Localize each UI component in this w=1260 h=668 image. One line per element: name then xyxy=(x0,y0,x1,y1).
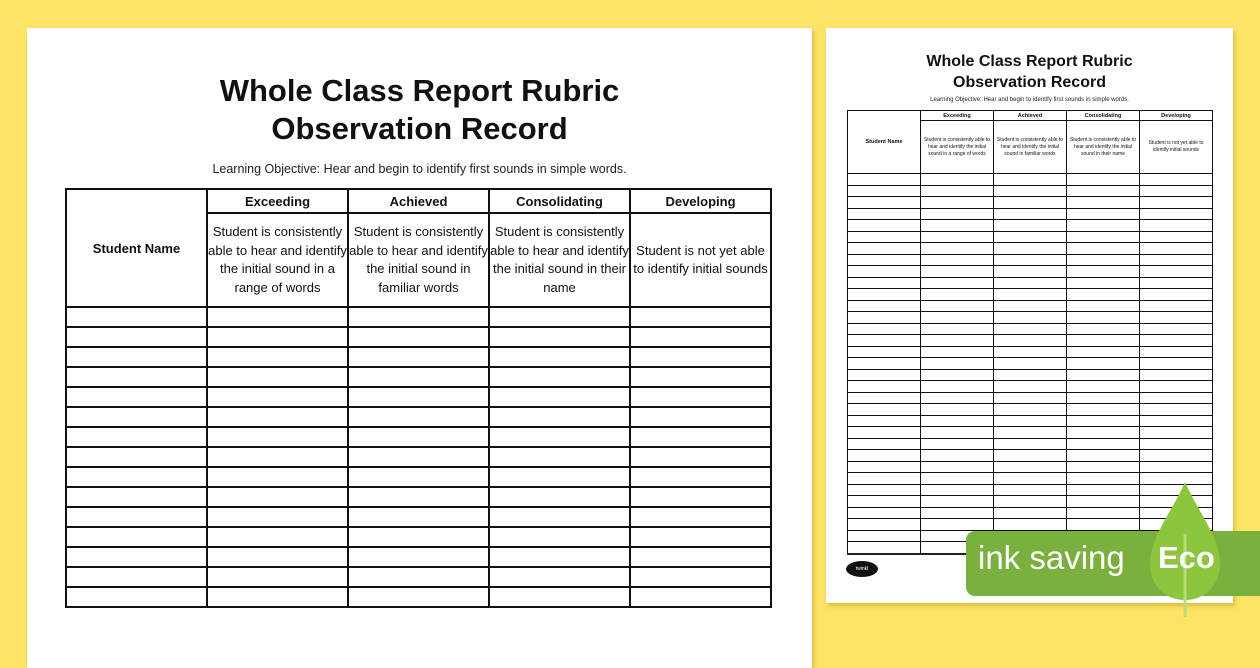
table-cell xyxy=(921,507,994,519)
table-row xyxy=(66,307,771,327)
table-cell xyxy=(66,407,207,427)
table-cell xyxy=(1140,438,1213,450)
table-row xyxy=(848,312,1213,324)
table-cell xyxy=(630,587,771,607)
table-cell xyxy=(994,335,1067,347)
table-cell xyxy=(921,289,994,301)
table-cell xyxy=(66,507,207,527)
table-cell xyxy=(1067,174,1140,186)
table-cell xyxy=(921,220,994,232)
table-cell xyxy=(1067,358,1140,370)
table-cell xyxy=(348,307,489,327)
table-cell xyxy=(994,415,1067,427)
table-cell xyxy=(848,415,921,427)
table-cell xyxy=(489,427,630,447)
table-cell xyxy=(848,197,921,209)
table-cell xyxy=(848,312,921,324)
table-cell xyxy=(848,507,921,519)
table-cell xyxy=(207,587,348,607)
table-cell xyxy=(66,427,207,447)
learning-objective: Learning Objective: Hear and begin to identify first sounds in simple words. xyxy=(212,162,627,176)
table-cell xyxy=(630,327,771,347)
table-cell xyxy=(994,519,1067,531)
table-cell xyxy=(994,208,1067,220)
table-cell xyxy=(994,266,1067,278)
table-cell xyxy=(921,277,994,289)
table-cell xyxy=(921,208,994,220)
table-cell xyxy=(630,347,771,367)
table-cell xyxy=(348,427,489,447)
table-row xyxy=(66,447,771,467)
table-cell xyxy=(66,587,207,607)
table-cell xyxy=(921,473,994,485)
table-cell xyxy=(1140,369,1213,381)
table-cell xyxy=(848,174,921,186)
table-cell xyxy=(1067,427,1140,439)
table-cell xyxy=(921,484,994,496)
table-cell xyxy=(348,567,489,587)
table-cell xyxy=(66,327,207,347)
table-cell xyxy=(921,231,994,243)
table-cell xyxy=(207,407,348,427)
column-description: Student is consistently able to hear and identify the initial sound in familiar words xyxy=(994,121,1067,174)
table-cell xyxy=(1140,254,1213,266)
table-cell xyxy=(630,367,771,387)
table-cell xyxy=(630,447,771,467)
table-cell xyxy=(489,527,630,547)
table-cell xyxy=(489,387,630,407)
column-description: Student is not yet able to identify initial sounds xyxy=(630,213,771,307)
table-cell xyxy=(994,381,1067,393)
column-header-exceeding: Exceeding xyxy=(921,111,994,121)
table-cell xyxy=(921,450,994,462)
table-cell xyxy=(921,243,994,255)
twinkl-logo: twinkl xyxy=(846,561,878,577)
table-cell xyxy=(1067,450,1140,462)
table-cell xyxy=(489,487,630,507)
table-cell xyxy=(994,323,1067,335)
table-cell xyxy=(848,243,921,255)
column-description: Student is consistently able to hear and identify the initial sound in their name xyxy=(1067,121,1140,174)
table-cell xyxy=(630,567,771,587)
table-cell xyxy=(348,327,489,347)
table-cell xyxy=(848,277,921,289)
table-row xyxy=(66,467,771,487)
table-cell xyxy=(207,307,348,327)
column-header-developing: Developing xyxy=(1140,111,1213,121)
table-cell xyxy=(921,323,994,335)
title-line-2: Observation Record xyxy=(271,111,568,146)
table-cell xyxy=(66,467,207,487)
table-cell xyxy=(489,367,630,387)
table-cell xyxy=(1067,323,1140,335)
table-row xyxy=(848,208,1213,220)
table-row xyxy=(848,335,1213,347)
table-cell xyxy=(921,392,994,404)
student-name-header: Student Name xyxy=(848,111,921,174)
table-row xyxy=(848,174,1213,186)
table-cell xyxy=(1140,427,1213,439)
table-row xyxy=(848,185,1213,197)
table-cell xyxy=(1140,381,1213,393)
table-cell xyxy=(848,185,921,197)
column-header-exceeding: Exceeding xyxy=(207,189,348,213)
table-cell xyxy=(66,547,207,567)
table-cell xyxy=(66,527,207,547)
table-cell xyxy=(848,461,921,473)
table-cell xyxy=(921,358,994,370)
table-row xyxy=(66,567,771,587)
table-cell xyxy=(1067,289,1140,301)
table-cell xyxy=(630,487,771,507)
table-cell xyxy=(1140,300,1213,312)
table-cell xyxy=(1067,335,1140,347)
table-row xyxy=(848,450,1213,462)
table-cell xyxy=(1067,197,1140,209)
table-cell xyxy=(1067,346,1140,358)
table-cell xyxy=(1140,346,1213,358)
table-cell xyxy=(848,427,921,439)
table-cell xyxy=(1067,369,1140,381)
table-cell xyxy=(1140,392,1213,404)
column-description: Student is consistently able to hear and identify the initial sound in a range of words xyxy=(207,213,348,307)
table-cell xyxy=(489,567,630,587)
table-cell xyxy=(848,404,921,416)
table-row xyxy=(66,407,771,427)
table-cell xyxy=(848,266,921,278)
table-cell xyxy=(489,327,630,347)
table-cell xyxy=(1140,277,1213,289)
table-cell xyxy=(921,266,994,278)
table-cell xyxy=(1140,415,1213,427)
table-cell xyxy=(630,467,771,487)
table-row xyxy=(848,392,1213,404)
document-title xyxy=(27,72,812,148)
table-cell xyxy=(1067,243,1140,255)
table-cell xyxy=(848,220,921,232)
table-cell xyxy=(848,542,921,554)
table-cell xyxy=(848,231,921,243)
table-cell xyxy=(848,346,921,358)
preview-page-large xyxy=(27,28,812,668)
table-row xyxy=(848,369,1213,381)
table-cell xyxy=(1067,392,1140,404)
table-cell xyxy=(921,381,994,393)
table-cell xyxy=(921,300,994,312)
table-cell xyxy=(921,335,994,347)
table-cell xyxy=(1140,358,1213,370)
table-cell xyxy=(994,392,1067,404)
table-cell xyxy=(994,231,1067,243)
table-cell xyxy=(848,208,921,220)
table-row xyxy=(848,220,1213,232)
table-cell xyxy=(1067,484,1140,496)
table-cell xyxy=(630,307,771,327)
table-cell xyxy=(848,335,921,347)
table-cell xyxy=(994,243,1067,255)
table-cell xyxy=(921,197,994,209)
table-cell xyxy=(848,289,921,301)
table-cell xyxy=(66,307,207,327)
table-cell xyxy=(1140,335,1213,347)
table-cell xyxy=(489,547,630,567)
table-cell xyxy=(348,447,489,467)
table-cell xyxy=(994,197,1067,209)
column-header-achieved: Achieved xyxy=(348,189,489,213)
table-cell xyxy=(848,381,921,393)
table-cell xyxy=(66,567,207,587)
table-row xyxy=(66,347,771,367)
table-cell xyxy=(921,461,994,473)
table-cell xyxy=(348,467,489,487)
table-cell xyxy=(1067,277,1140,289)
table-row xyxy=(848,404,1213,416)
column-description: Student is consistently able to hear and identify the initial sound in their name xyxy=(489,213,630,307)
table-row xyxy=(66,507,771,527)
table-cell xyxy=(848,438,921,450)
table-cell xyxy=(1140,312,1213,324)
table-cell xyxy=(348,547,489,567)
table-cell xyxy=(1067,266,1140,278)
table-row xyxy=(848,231,1213,243)
column-header-achieved: Achieved xyxy=(994,111,1067,121)
table-cell xyxy=(489,587,630,607)
table-cell xyxy=(207,327,348,347)
table-row xyxy=(848,289,1213,301)
table-cell xyxy=(1140,197,1213,209)
table-cell xyxy=(207,547,348,567)
table-cell xyxy=(994,346,1067,358)
title-line-1: Whole Class Report Rubric xyxy=(219,73,620,108)
table-cell xyxy=(994,473,1067,485)
table-cell xyxy=(348,487,489,507)
table-row xyxy=(848,254,1213,266)
table-row xyxy=(848,300,1213,312)
table-cell xyxy=(207,487,348,507)
table-row xyxy=(66,367,771,387)
table-cell xyxy=(994,174,1067,186)
table-row xyxy=(848,266,1213,278)
table-cell xyxy=(207,387,348,407)
table-cell xyxy=(994,450,1067,462)
table-cell xyxy=(848,254,921,266)
table-cell xyxy=(1067,208,1140,220)
table-cell xyxy=(1140,208,1213,220)
table-row xyxy=(66,327,771,347)
student-name-header: Student Name xyxy=(66,189,207,307)
table-cell xyxy=(921,415,994,427)
table-cell xyxy=(1067,438,1140,450)
table-cell xyxy=(994,358,1067,370)
table-cell xyxy=(848,369,921,381)
table-cell xyxy=(1140,266,1213,278)
table-cell xyxy=(630,427,771,447)
table-cell xyxy=(921,519,994,531)
table-row xyxy=(848,243,1213,255)
table-row xyxy=(848,438,1213,450)
column-description: Student is consistently able to hear and identify the initial sound in familiar words xyxy=(348,213,489,307)
table-cell xyxy=(848,484,921,496)
table-cell xyxy=(848,358,921,370)
table-cell xyxy=(848,519,921,531)
table-cell xyxy=(921,369,994,381)
table-row xyxy=(848,358,1213,370)
table-cell xyxy=(1067,312,1140,324)
table-row xyxy=(66,547,771,567)
column-description: Student is consistently able to hear and identify the initial sound in a range of words xyxy=(921,121,994,174)
table-cell xyxy=(630,387,771,407)
table-cell xyxy=(1067,381,1140,393)
table-cell xyxy=(921,312,994,324)
table-cell xyxy=(1067,507,1140,519)
table-cell xyxy=(921,254,994,266)
table-cell xyxy=(1067,300,1140,312)
table-cell xyxy=(66,387,207,407)
table-cell xyxy=(921,185,994,197)
table-cell xyxy=(66,367,207,387)
table-cell xyxy=(994,438,1067,450)
table-cell xyxy=(848,473,921,485)
table-cell xyxy=(1140,461,1213,473)
table-cell xyxy=(348,527,489,547)
table-row xyxy=(848,461,1213,473)
table-cell xyxy=(994,484,1067,496)
table-cell xyxy=(489,307,630,327)
table-cell xyxy=(1067,404,1140,416)
table-row xyxy=(848,277,1213,289)
rubric-table xyxy=(65,188,772,608)
table-cell xyxy=(1067,220,1140,232)
column-description: Student is not yet able to identify initial sounds xyxy=(1140,121,1213,174)
table-cell xyxy=(994,404,1067,416)
table-cell xyxy=(630,507,771,527)
table-cell xyxy=(921,346,994,358)
table-cell xyxy=(489,407,630,427)
table-cell xyxy=(848,450,921,462)
table-cell xyxy=(1067,519,1140,531)
table-cell xyxy=(1067,461,1140,473)
table-cell xyxy=(348,387,489,407)
table-cell xyxy=(994,185,1067,197)
table-cell xyxy=(921,438,994,450)
table-cell xyxy=(489,347,630,367)
table-cell xyxy=(66,447,207,467)
table-cell xyxy=(207,507,348,527)
table-cell xyxy=(1067,185,1140,197)
table-cell xyxy=(348,507,489,527)
table-cell xyxy=(348,587,489,607)
ink-saving-label: ink saving xyxy=(978,539,1125,576)
table-cell xyxy=(994,289,1067,301)
table-cell xyxy=(207,467,348,487)
table-cell xyxy=(1140,220,1213,232)
table-cell xyxy=(348,367,489,387)
table-cell xyxy=(348,407,489,427)
table-cell xyxy=(994,254,1067,266)
eco-label: Eco xyxy=(1158,540,1215,575)
table-cell xyxy=(630,407,771,427)
table-row xyxy=(66,527,771,547)
table-cell xyxy=(630,547,771,567)
table-cell xyxy=(489,467,630,487)
table-cell xyxy=(1140,243,1213,255)
table-cell xyxy=(207,447,348,467)
table-cell xyxy=(489,447,630,467)
table-cell xyxy=(1067,415,1140,427)
table-row xyxy=(848,346,1213,358)
table-cell xyxy=(1140,231,1213,243)
table-cell xyxy=(1067,231,1140,243)
table-cell xyxy=(1140,323,1213,335)
table-cell xyxy=(921,427,994,439)
table-cell xyxy=(207,527,348,547)
table-cell xyxy=(994,496,1067,508)
document-title xyxy=(826,51,1233,93)
table-cell xyxy=(994,507,1067,519)
table-cell xyxy=(921,496,994,508)
table-cell xyxy=(207,567,348,587)
column-header-consolidating: Consolidating xyxy=(489,189,630,213)
column-header-consolidating: Consolidating xyxy=(1067,111,1140,121)
table-cell xyxy=(848,323,921,335)
table-cell xyxy=(921,174,994,186)
table-cell xyxy=(994,277,1067,289)
table-cell xyxy=(207,347,348,367)
table-row xyxy=(848,415,1213,427)
table-cell xyxy=(1067,254,1140,266)
table-cell xyxy=(1140,450,1213,462)
table-row xyxy=(848,323,1213,335)
table-cell xyxy=(1140,174,1213,186)
table-row xyxy=(848,381,1213,393)
table-cell xyxy=(848,300,921,312)
table-row xyxy=(66,387,771,407)
table-cell xyxy=(848,392,921,404)
table-cell xyxy=(994,369,1067,381)
learning-objective: Learning Objective: Hear and begin to identify first sounds in simple words. xyxy=(930,97,1129,103)
table-cell xyxy=(994,300,1067,312)
table-cell xyxy=(921,404,994,416)
table-cell xyxy=(348,347,489,367)
table-cell xyxy=(1140,404,1213,416)
table-row xyxy=(848,197,1213,209)
table-cell xyxy=(994,461,1067,473)
table-cell xyxy=(994,220,1067,232)
table-row xyxy=(66,487,771,507)
title-line-1: Whole Class Report Rubric xyxy=(926,53,1133,70)
table-cell xyxy=(489,507,630,527)
table-cell xyxy=(848,496,921,508)
title-line-2: Observation Record xyxy=(953,74,1106,91)
table-cell xyxy=(66,487,207,507)
table-cell xyxy=(848,530,921,542)
table-cell xyxy=(207,367,348,387)
table-cell xyxy=(994,427,1067,439)
column-header-developing: Developing xyxy=(630,189,771,213)
table-cell xyxy=(994,312,1067,324)
table-cell xyxy=(1140,289,1213,301)
table-cell xyxy=(66,347,207,367)
table-row xyxy=(848,427,1213,439)
table-cell xyxy=(630,527,771,547)
table-cell xyxy=(1067,496,1140,508)
table-cell xyxy=(1140,185,1213,197)
table-cell xyxy=(1067,473,1140,485)
table-cell xyxy=(207,427,348,447)
table-row xyxy=(66,427,771,447)
table-row xyxy=(66,587,771,607)
